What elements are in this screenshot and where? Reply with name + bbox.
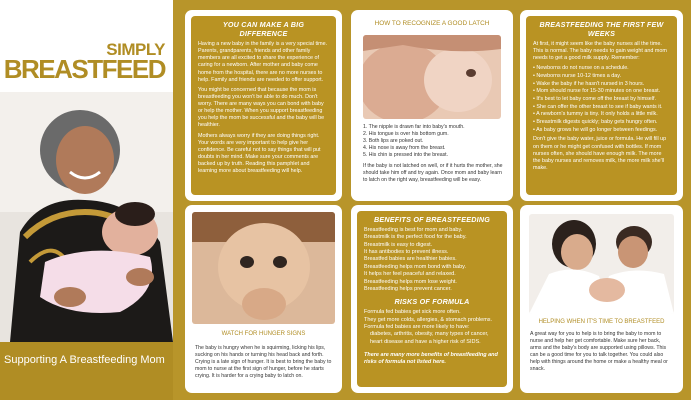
big-difference-paragraph: You might be concerned that because the mom is breastfeeding you won't be able to do much. Don't worry. There are many ways you can bond with baby or help the mother. When you support breastfeeding you help the mom be successful and the baby will be healthier.	[198, 86, 325, 129]
latch-step: 1. The nipple is drawn far into baby's mouth.	[363, 124, 465, 130]
benefits-panel	[351, 205, 513, 393]
cover-panel	[0, 0, 173, 400]
list-item: • Wake the baby if he hasn't nursed in 3 hours.	[533, 80, 645, 87]
helping-body: A great way for you to help is to bring the baby to mom to nurse and help her get comfortable. Make sure her back, arms and the baby's body are supported using pillows. This can be a good time for you to talk together. You could also help with things around the home or make a healthy meal or snack.	[530, 331, 668, 373]
helping-heading: HELPING WHEN IT'S TIME TO BREASTFEED	[538, 319, 665, 325]
latch-step: 4. His nose is away from the breast.	[363, 145, 446, 152]
list-item: It helps her feel peaceful and relaxed.	[364, 271, 456, 278]
big-difference-paragraph: Having a new baby in the family is a very special time. Parents, grandparents, friends and other family members are all excited to share the experience of caring for a newborn. After mother and baby come home from the hospital, there are no more nurses to help. Family and friends are needed to offer support.	[198, 41, 328, 83]
list-item: • Newborns nurse 10-12 times a day.	[533, 73, 622, 80]
hunger-signs-heading: WATCH FOR HUNGER SIGNS	[221, 331, 306, 337]
list-item: • It's best to let baby come off the breast by himself.	[533, 96, 656, 103]
list-item: They get more colds, allergies, & stomach problems.	[364, 316, 493, 323]
cover-tagline: Supporting A Breastfeeding Mom	[4, 354, 165, 366]
latch-note: If the baby is not latched on well, or if it hurts the mother, she should take him off and try again. Once mom and baby learn to latch on the right way, breastfeeding will be easy.	[363, 163, 503, 184]
list-item: Formula fed babies get sick more often.	[364, 309, 461, 316]
family-photo	[529, 214, 674, 314]
baby-photo	[192, 212, 335, 324]
brand-line-2: BREASTFEED	[3, 54, 165, 84]
list-item: Breastmilk is easy to digest.	[364, 241, 433, 248]
latch-photo	[363, 35, 501, 119]
list-item: diabetes, arthritis, obesity, many types of cancer,	[370, 331, 489, 338]
latch-step: 2. His tongue is over his bottom gum.	[363, 131, 449, 138]
first-weeks-panel	[520, 10, 683, 201]
list-item: Breastfeeding helps prevent cancer.	[364, 285, 452, 292]
big-difference-paragraph: Mothers always worry if they are doing things right. Your words are very important to help give her confidence. Be careful not to say things that will put doubts in her mind. Make sure your comments are backed up by truth. Reading this pamphlet and learning more about breastfeeding will help.	[198, 132, 321, 175]
list-item: It has antibodies to prevent illness.	[364, 249, 449, 256]
list-item: • She can offer the other breast to see if baby wants it.	[533, 103, 663, 110]
benefits-heading: BENEFITS OF BREASTFEEDING	[373, 215, 490, 224]
latch-steps	[363, 124, 503, 184]
latch-step: 5. His chin is pressed into the breast.	[363, 152, 449, 159]
latch-heading: HOW TO RECOGNIZE A GOOD LATCH	[374, 20, 490, 27]
cover-header	[0, 0, 173, 92]
list-item: Breastfeeding is best for mom and baby.	[364, 227, 463, 233]
list-item: Breastfeeding helps mom lose weight.	[364, 278, 457, 285]
big-difference-panel	[185, 10, 342, 201]
list-item: Breastfeeding helps mom bond with baby.	[364, 263, 467, 270]
list-item: • As baby grows he will go longer between feedings.	[533, 126, 658, 133]
risks-heading: RISKS OF FORMULA	[394, 297, 470, 307]
big-difference-inner	[191, 16, 336, 195]
benefits-note: There are many more benefits of breastfeeding and risks of formula not listed here.	[364, 352, 498, 366]
big-difference-heading: YOU CAN MAKE A BIG DIFFERENCE	[222, 20, 305, 38]
latch-step: 3. Both lips are poked out.	[363, 138, 424, 145]
helping-panel	[520, 205, 683, 393]
first-weeks-heading: BREASTFEEDING THE FIRST FEW WEEKS	[539, 20, 664, 38]
list-item: Breastmilk is the perfect food for the baby.	[364, 234, 467, 241]
benefits-inner	[357, 211, 507, 387]
list-item: Breastfed babies are healthier babies.	[364, 256, 457, 263]
first-weeks-outro: Don't give the baby water, juice or formula. He will fill up on them or he might get confused with bottles. If mom nurses often, she should have enough milk. The more the baby nurses and removes milk, the more milk she'll make.	[533, 136, 667, 171]
list-item: heart disease and have a higher risk of SIDS.	[370, 338, 481, 345]
big-difference-body	[198, 41, 329, 175]
risks-list	[364, 309, 500, 346]
first-weeks-inner	[526, 16, 677, 195]
list-item: • Mom should nurse for 15-30 minutes on one breast.	[533, 88, 661, 95]
first-weeks-intro: At first, it might seem like the baby nurses all the time. This is normal. The baby needs to gain weight and mom needs to get a good milk supply. Remember:	[533, 41, 667, 62]
grandmother-baby-photo	[0, 92, 173, 342]
latch-panel	[351, 10, 513, 201]
list-item: • Breastmilk digests quickly; baby gets hungry often.	[533, 119, 658, 126]
hunger-signs-panel	[185, 205, 342, 393]
benefits-list	[364, 227, 500, 293]
list-item: • A newborn's tummy is tiny. It only holds a little milk.	[533, 111, 658, 118]
list-item: • Newborns do not nurse on a schedule.	[533, 65, 629, 72]
hunger-signs-body: The baby is hungry when he is squirming, licking his lips, sucking on his hands or turning his head back and forth. Crying is a late sign of hunger. It is best to bring the baby to mom to nurse at the first sign of hunger, before he starts crying. It is harder for a crying baby to latch on.	[195, 345, 332, 380]
first-weeks-list	[533, 65, 670, 134]
brand-line-1: SIMPLY	[106, 40, 165, 59]
list-item: Formula fed babies are more likely to have:	[364, 323, 470, 330]
